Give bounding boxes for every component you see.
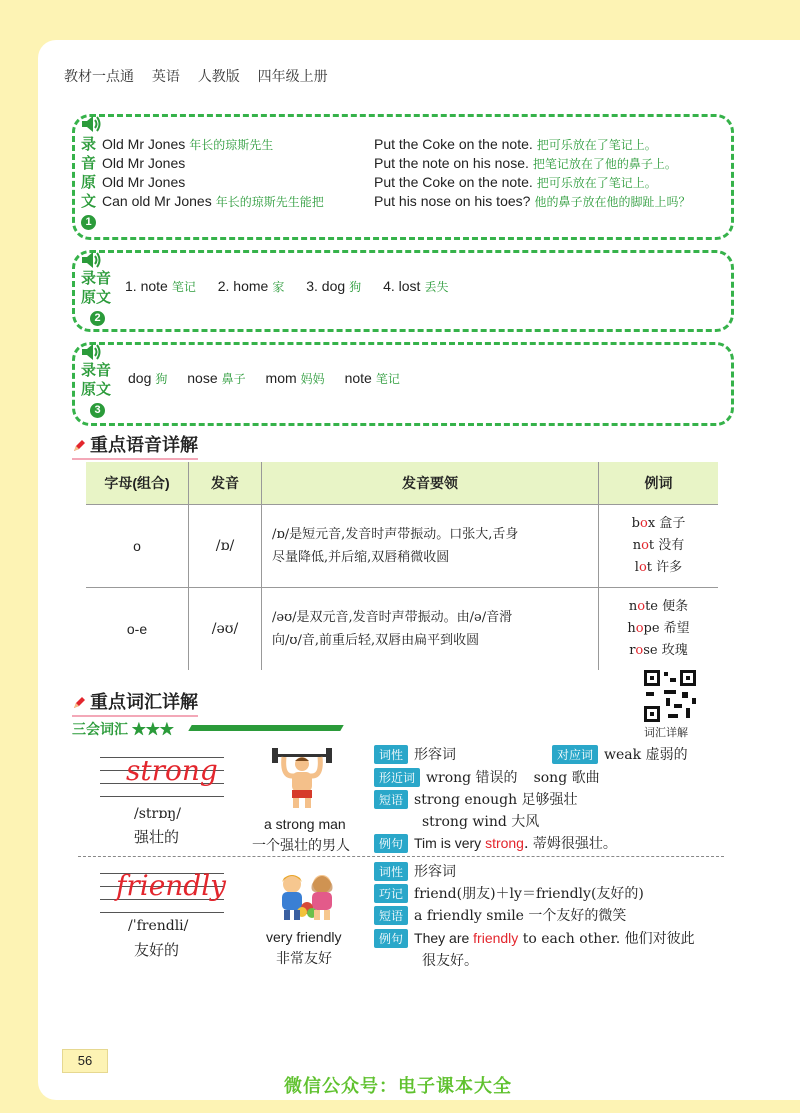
script-line: Can old Mr Jones 年长的琼斯先生能把: [102, 193, 324, 209]
script-line: Put the Coke on the note. 把可乐放在了笔记上。: [374, 174, 657, 190]
writing-line: [100, 796, 224, 797]
script-line: Old Mr Jones: [102, 155, 186, 171]
example-words: note 便条 hope 希望 rose 玫瑰: [599, 588, 719, 671]
box-number: 3: [90, 403, 105, 418]
box-number: 1: [81, 215, 96, 230]
script-line: Put the note on his nose. 把笔记放在了他的鼻子上。: [374, 155, 677, 171]
detail-row: strong wind 大风: [422, 814, 540, 830]
header-edition: 人教版: [197, 68, 240, 84]
word-phonetic: /strɒŋ/: [134, 806, 181, 822]
script-line: Old Mr Jones 年长的琼斯先生: [102, 136, 274, 152]
friends-illustration: [272, 870, 342, 922]
speaker-icon[interactable]: [81, 251, 103, 269]
recording-box-2: [72, 250, 734, 332]
word-script: strong: [126, 754, 218, 787]
recording-label: 录 音 原 文 1: [81, 136, 97, 228]
header-book: 教材一点通: [64, 68, 134, 84]
recording-box-1: [72, 114, 734, 240]
page-number: 56: [62, 1049, 108, 1073]
qr-label: 词汇详解: [644, 727, 688, 739]
detail-row: 例句 They are friendly to each other. 他们对彼此: [374, 928, 695, 948]
detail-row: 短语 a friendly smile 一个友好的微笑: [374, 905, 626, 925]
detail-row: 例句 Tim is very strong. 蒂姆很强壮。: [374, 833, 617, 853]
image-caption-en: very friendly: [266, 929, 342, 945]
recording-box-3: [72, 342, 734, 426]
qr-code[interactable]: [642, 668, 698, 724]
image-caption-en: a strong man: [264, 816, 346, 832]
image-caption-cn: 非常友好: [276, 951, 332, 967]
recording-label: 录音 原文 3: [81, 362, 112, 416]
detail-row: 形近词 wrong 错误的 song 歌曲: [374, 767, 600, 787]
detail-row: 词性 形容词: [374, 861, 456, 881]
pencil-icon: [72, 439, 86, 453]
pencil-icon: [72, 696, 86, 710]
speaker-icon[interactable]: [81, 115, 103, 133]
detail-row: 短语 strong enough 足够强壮: [374, 789, 578, 809]
writing-line: [100, 912, 224, 913]
word-script: friendly: [116, 869, 227, 902]
table-row: o-e /əʊ/ /əʊ/是双元音,发音时声带振动。由/ə/音滑 向/ʊ/音,前重后轻,双唇由扁平到收圆 note 便条 hope 希望 rose 玫瑰: [86, 588, 718, 671]
word-list: dog 狗 nose 鼻子 mom 妈妈 note 笔记: [128, 370, 400, 386]
box-number: 2: [90, 311, 105, 326]
header-subject: 英语: [151, 68, 180, 84]
script-line: Put the Coke on the note. 把可乐放在了笔记上。: [374, 136, 657, 152]
word-list: 1. note 笔记 2. home 家 3. dog 狗 4. lost 丢失: [125, 278, 449, 294]
image-caption-cn: 一个强壮的男人: [252, 838, 350, 854]
speaker-icon[interactable]: [81, 343, 103, 361]
word-phonetic: /ˈfrendli/: [128, 918, 189, 934]
page-header: [64, 66, 342, 86]
example-words: box 盒子 not 没有 lot 许多: [599, 505, 719, 588]
vocab-section-title: 重点词汇详解: [72, 688, 198, 717]
word-divider: [78, 856, 724, 857]
level-bar: [188, 725, 343, 731]
vocab-level: 三会词汇 ★★★: [72, 721, 174, 737]
word-meaning: 友好的: [134, 941, 180, 959]
script-line: Old Mr Jones: [102, 174, 186, 190]
table-row: o /ɒ/ /ɒ/是短元音,发音时声带振动。口张大,舌身 尽量降低,并后缩,双唇稍微收圆 box 盒子 not 没有 lot 许多: [86, 505, 718, 588]
detail-row: 巧记 friend(朋友)＋ly＝friendly(友好的): [374, 883, 644, 903]
detail-row: 很友好。: [422, 953, 478, 969]
detail-row: 对应词 weak 虚弱的: [552, 744, 688, 764]
table-header-row: 字母(组合) 发音 发音要领 例词: [86, 462, 718, 505]
strong-man-illustration: [270, 746, 334, 812]
header-grade: 四年级上册: [257, 68, 328, 84]
phonics-section-title: 重点语音详解: [72, 431, 198, 460]
footer-watermark: 微信公众号：电子课本大全: [284, 1076, 512, 1096]
word-meaning: 强壮的: [134, 828, 180, 846]
phonics-table: [86, 462, 718, 670]
recording-label: 录音 原文 2: [81, 270, 112, 324]
detail-row: 词性 形容词: [374, 744, 456, 764]
script-line: Put his nose on his toes? 他的鼻子放在他的脚趾上吗？: [374, 193, 691, 209]
